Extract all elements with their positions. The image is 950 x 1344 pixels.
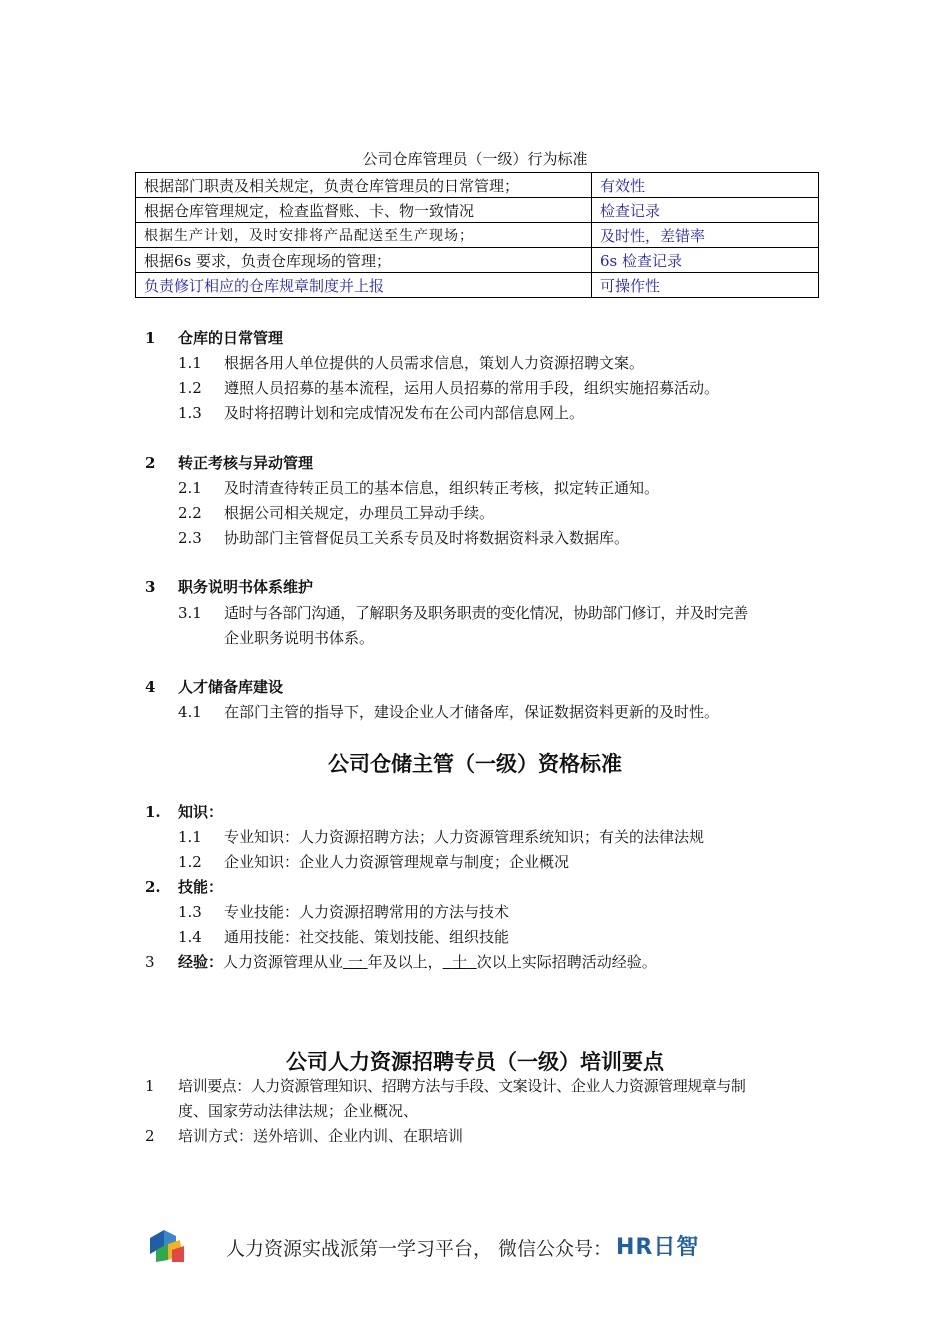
item-number: 1.3 [178,903,202,921]
item-number: 1.1 [178,354,202,372]
item-text: 根据各用人单位提供的人员需求信息，策划人力资源招聘文案。 [224,354,645,372]
behavior-standard-table [135,172,819,298]
item-number: 4.1 [178,703,202,721]
table-title: 公司仓库管理员（一级）行为标准 [362,150,588,168]
item-number: 3.1 [178,604,202,622]
section-title: 知识： [178,803,224,821]
item-text: 根据公司相关规定，办理员工异动手续。 [224,504,495,522]
footer-slogan: 人力资源实战派第一学习平台， [226,1238,493,1260]
metric-cell: 可操作性 [592,273,819,298]
experience-years [343,953,368,971]
item-number: 1.2 [178,379,202,397]
section-title: 仓库的日常管理 [178,329,284,347]
experience-mid: 年及以上， [367,953,443,971]
item-text: 专业技能：人力资源招聘常用的方法与技术 [224,903,510,921]
section-title: 人才储备库建设 [178,678,284,696]
metric-cell: 有效性 [592,173,819,198]
section-title: 转正考核与异动管理 [178,454,314,472]
experience-label: 经验： [178,953,224,971]
item-text: 企业职务说明书体系。 [224,629,375,647]
item-number: 2.3 [178,529,202,547]
item-number: 1.3 [178,404,202,422]
footer-banner [146,1224,746,1264]
item-number: 2.1 [178,479,202,497]
duty-cell: 根据部门职责及相关规定，负责仓库管理员的日常管理； [136,173,592,198]
duty-cell: 根据仓库管理规定，检查监督账、卡、物一致情况 [136,198,592,223]
duty-cell: 负责修订相应的仓库规章制度并上报 [136,273,592,298]
item-text: 企业知识：企业人力资源管理规章与制度；企业概况 [224,853,570,871]
item-text: 协助部门主管督促员工关系专员及时将数据资料录入数据库。 [224,529,630,547]
times-value: 十 [452,953,468,971]
section-number: 4 [145,678,156,696]
metric-cell: 6s 检查记录 [592,248,819,273]
section-number: 1. [145,803,161,821]
duty-cell: 根据生产计划，及时安排将产品配送至生产现场； [136,223,592,248]
item-text: 在部门主管的指导下，建设企业人才储备库，保证数据资料更新的及时性。 [224,703,720,721]
footer-wechat-label: 微信公众号： [498,1238,613,1260]
item-text: 培训要点：人力资源管理知识、招聘方法与手段、文案设计、企业人力资源管理规章与制 [178,1077,746,1095]
section-title: 职务说明书体系维护 [178,578,314,596]
item-number: 1 [145,1077,155,1095]
item-number: 2.2 [178,504,202,522]
item-text: 专业知识：人力资源招聘方法；人力资源管理系统知识；有关的法律法规 [224,828,705,846]
table-row [136,173,819,198]
years-value: 一 [347,953,363,971]
experience-text [178,952,657,972]
item-text: 培训方式：送外培训、企业内训、在职培训 [178,1127,464,1145]
section-number: 2 [145,454,156,472]
item-number: 2 [145,1127,155,1145]
section-number: 3 [145,953,155,971]
item-number: 1.2 [178,853,202,871]
item-number: 1.4 [178,928,202,946]
item-text: 遵照人员招募的基本流程，运用人员招募的常用手段，组织实施招募活动。 [224,379,720,397]
item-text: 度、国家劳动法律法规；企业概况、 [178,1102,419,1120]
qualification-title: 公司仓储主管（一级）资格标准 [328,752,622,776]
hr-logo-icon [146,1224,186,1264]
item-text: 适时与各部门沟通，了解职务及职务职责的变化情况，协助部门修订，并及时完善 [224,604,748,622]
metric-cell: 及时性，差错率 [592,223,819,248]
table-row [136,198,819,223]
experience-post: 次以上实际招聘活动经验。 [476,953,657,971]
training-title: 公司人力资源招聘专员（一级）培训要点 [286,1050,664,1074]
experience-pre: 人力资源管理从业 [223,953,344,971]
footer-brand: HR日智 [616,1235,700,1260]
table-row [136,223,819,248]
item-text: 通用技能：社交技能、策划技能、组织技能 [224,928,510,946]
item-text: 及时清查待转正员工的基本信息，组织转正考核，拟定转正通知。 [224,479,660,497]
duty-cell: 根据6s 要求，负责仓库现场的管理； [136,248,592,273]
section-number: 2. [145,878,161,896]
experience-times [443,953,477,971]
section-number: 3 [145,578,156,596]
table-row [136,273,819,298]
section-number: 1 [145,329,156,347]
table-row [136,248,819,273]
section-title: 技能： [178,878,224,896]
item-text: 及时将招聘计划和完成情况发布在公司内部信息网上。 [224,404,585,422]
metric-cell: 检查记录 [592,198,819,223]
item-number: 1.1 [178,828,202,846]
